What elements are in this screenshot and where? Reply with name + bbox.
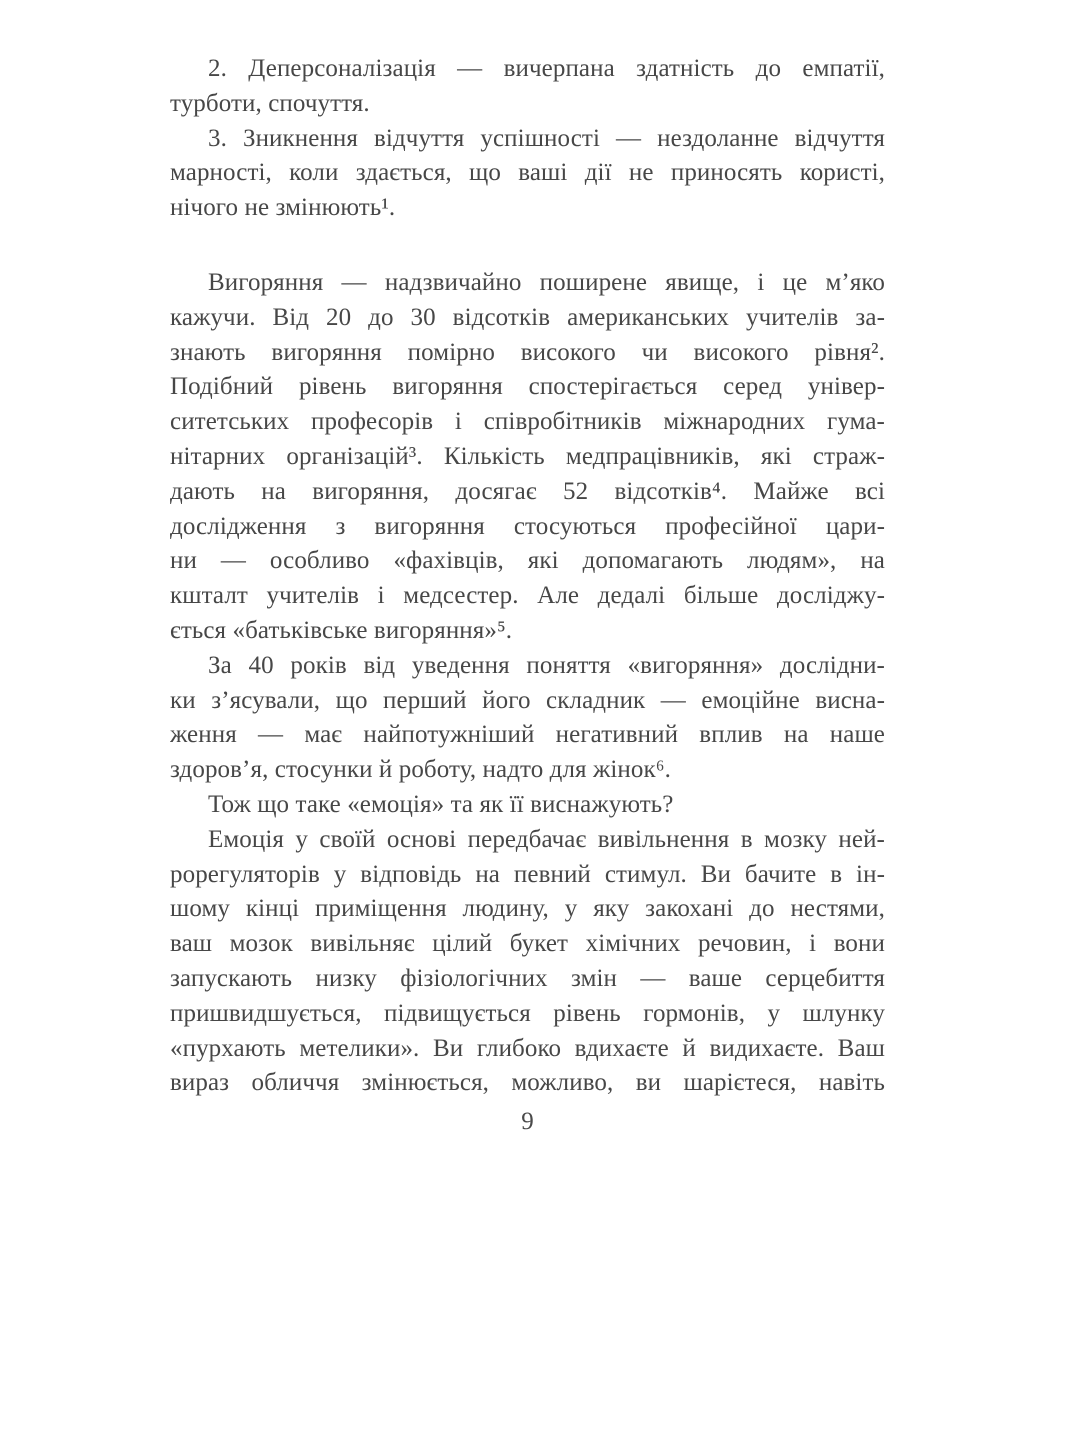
- text-line: марності, коли здається, що ваші дії не приносять користі,: [170, 159, 885, 187]
- paragraph: [170, 649, 885, 788]
- text-line: здоров’я, стосунки й роботу, надто для жінок⁶.: [170, 756, 671, 784]
- text-line: 2. Деперсоналізація — вичерпана здатність до емпатії,: [208, 55, 885, 82]
- text-line: ситетських професорів і співробітників міжнародних гума-: [170, 408, 885, 436]
- text-line: ження — має найпотужніший негативний вплив на наше: [170, 721, 885, 749]
- text-line: нітарних організацій³. Кількість медпрацівників, які страж-: [170, 442, 885, 470]
- text-line: Вигоряння — надзвичайно поширене явище, і це м’яко: [208, 268, 885, 296]
- text-line: рорегуляторів у відповідь на певний стимул. Ви бачите в ін-: [170, 860, 885, 888]
- paragraph: [170, 788, 885, 823]
- text-line: ваш мозок вивільняє цілий букет хімічних речовин, і вони: [170, 930, 885, 958]
- text-line: пришвидшується, підвищується рівень гормонів, у шлунку: [170, 999, 885, 1027]
- text-line: Емоція у своїй основі передбачає вивільнення в мозку ней-: [208, 825, 885, 853]
- text-line: ється «батьківське вигоряння»⁵.: [170, 616, 513, 644]
- text-line: дослідження з вигоряння стосуються професійної цари-: [170, 512, 885, 540]
- text-line: кшталт учителів і медсестер. Але дедалі більше досліджу-: [170, 582, 885, 610]
- text-line: Подібний рівень вигоряння спостерігається серед універ-: [170, 373, 885, 401]
- text-line: запускають низку фізіологічних змін — ваше серцебиття: [170, 964, 885, 992]
- text-line: Тож що таке «емоція» та як її виснажують?: [208, 790, 674, 818]
- paragraph: [170, 52, 885, 122]
- text-line: турботи, спочуття.: [170, 89, 370, 117]
- paragraph: [170, 823, 885, 1101]
- text-line: За 40 років від уведення поняття «вигоряння» дослідни-: [208, 651, 885, 679]
- text-line: кажучи. Від 20 до 30 відсотків американських учителів за-: [170, 303, 885, 331]
- text-line: нічого не змінюють¹.: [170, 194, 396, 222]
- page-number: 9: [521, 1108, 534, 1135]
- text-line: ни — особливо «фахівців, які допомагають людям», на: [170, 547, 885, 575]
- text-line: знають вигоряння помірно високого чи високого рівня².: [170, 338, 885, 366]
- text-line: «пурхають метелики». Ви глибоко вдихаєте й видихаєте. Ваш: [170, 1034, 885, 1062]
- text-line: вираз обличчя змінюється, можливо, ви шарієтеся, навіть: [170, 1069, 885, 1097]
- paragraph: [170, 266, 885, 649]
- text-line: дають на вигоряння, досягає 52 відсотків⁴. Майже всі: [170, 477, 885, 505]
- body-text: [170, 52, 885, 1101]
- text-line: ки з’ясували, що перший його складник — емоційне висна-: [170, 686, 885, 714]
- paragraph: [170, 122, 885, 226]
- text-line: шому кінці приміщення людину, у яку закохані до нестями,: [170, 895, 885, 923]
- text-line: 3. Зникнення відчуття успішності — нездоланне відчуття: [208, 124, 885, 152]
